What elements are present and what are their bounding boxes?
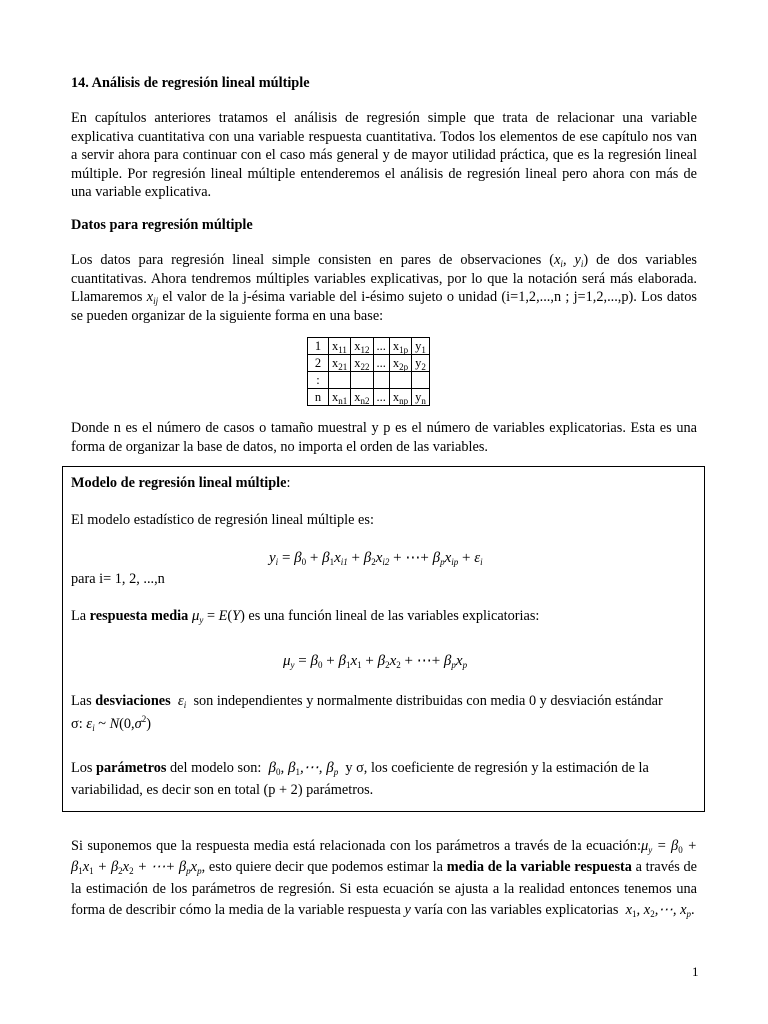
table-cell <box>351 372 373 389</box>
table-cell: 2 <box>308 355 329 372</box>
table-cell: $x_{np}$ <box>389 389 411 406</box>
sigma-line: σ: $\varepsilon_i$ ~ $N(0,\sigma^2)$ <box>71 714 151 733</box>
table-cell: $x_{21}$ <box>329 355 351 372</box>
mean-response-line: La respuesta media $\mu_y = E(Y)$ es una función lineal de las variables explicatorias: <box>71 608 540 625</box>
table-cell: $x_{2p}$ <box>389 355 411 372</box>
deviations-line: Las desviaciones $\varepsilon_i$ son independientes y normalmente distribuidas con media 0 y desviación estándar <box>71 693 663 710</box>
table-cell <box>329 372 351 389</box>
model-heading: Modelo de regresión lineal múltiple: <box>71 475 291 491</box>
table-cell: ... <box>373 355 389 372</box>
data-heading: Datos para regresión múltiple <box>71 217 253 233</box>
table-cell: $x_{n2}$ <box>351 389 373 406</box>
intro-paragraph: En capítulos anteriores tratamos el análisis de regresión simple que trata de relacionar una variable explicativa cuantitativa con una variable respuesta cuantitativa. Todos los elementos de ese capítulo nos van a servir ahora para continuar con el caso más general y de mayor utilidad práctica, que es la regresión lineal múltiple. Por regresión lineal múltiple entenderemos el análisis de regresión lineal pero ahora con más de una variable explicativa. <box>71 110 697 200</box>
table-cell: $x_{1p}$ <box>389 338 411 355</box>
table-cell: $x_{11}$ <box>329 338 351 355</box>
model-range: para i= 1, 2, ...,n <box>71 571 165 587</box>
table-cell: $y_1$ <box>412 338 430 355</box>
table-cell: 1 <box>308 338 329 355</box>
model-statement: El modelo estadístico de regresión lineal múltiple es: <box>71 512 374 528</box>
table-cell: $x_{22}$ <box>351 355 373 372</box>
mean-equation: $\mu_y = \beta_0 + \beta_1x_1 + \beta_2x_2$ + ⋯+ $\beta_px_p$ <box>283 653 468 670</box>
table-cell: $y_n$ <box>412 389 430 406</box>
data-table <box>307 337 430 406</box>
closing-paragraph: Si suponemos que la respuesta media está relacionada con los parámetros a través de la $ecuación:\mu_y = \beta_0 + \beta_1x_1 + \beta_2x_2$ + ⋯+ $\beta_px_p$, esto quiere decir que podemos estimar la media de la variable respuesta a través de la estimación de los parámetros de regresión. Si esta ecuación se ajusta a la realidad entonces tenemos una forma de describir cómo la media de la variable respuesta y varía con las variables explicatorias $x_1$, $x_2,\cdots$, $x_p$. <box>71 838 698 919</box>
section-title: 14. Análisis de regresión lineal múltiple <box>71 75 310 91</box>
table-cell <box>412 372 430 389</box>
table-row <box>308 372 430 389</box>
table-cell <box>373 372 389 389</box>
table-cell: : <box>308 372 329 389</box>
table-cell: $y_2$ <box>412 355 430 372</box>
table-cell: $x_{12}$ <box>351 338 373 355</box>
table-cell: n <box>308 389 329 406</box>
params-line: Los parámetros del modelo son: $\beta_0$, $\beta_1,\cdots$, $\beta_p$ y σ, los coeficiente de regresión y la estimación de la <box>71 760 649 777</box>
model-equation: $y_i = \beta_0 + \beta_1x_{i1} + \beta_2x_{i2}$ + ⋯+ $\beta_px_{ip} + \varepsilon_i$ <box>269 550 483 567</box>
table-row <box>308 355 430 372</box>
table-cell <box>389 372 411 389</box>
table-cell: ... <box>373 389 389 406</box>
table-cell: $x_{n1}$ <box>329 389 351 406</box>
after-table-paragraph: Donde n es el número de casos o tamaño muestral y p es el número de variables explicatorias. Esta es una forma de organizar la base de datos, no importa el orden de las variables. <box>71 420 697 455</box>
table-row <box>308 389 430 406</box>
table-cell: ... <box>373 338 389 355</box>
page-number: 1 <box>692 964 699 979</box>
table-row <box>308 338 430 355</box>
params-line-2: variabilidad, es decir son en total (p + 2) parámetros. <box>71 782 374 798</box>
data-paragraph: Los datos para regresión lineal simple consisten en pares de observaciones ($x_i$, $y_i$) de dos variables cuantitativas. Ahora tendremos múltiples variables explicativas, por lo que la notación será más elaborada. Llamaremos $x_{ij}$ el valor de la j-ésima variable del i-ésimo sujeto o unidad (i=1,2,...,n ; j=1,2,...,p). Los datos se pueden organizar de la siguiente forma en una base: <box>71 252 697 324</box>
